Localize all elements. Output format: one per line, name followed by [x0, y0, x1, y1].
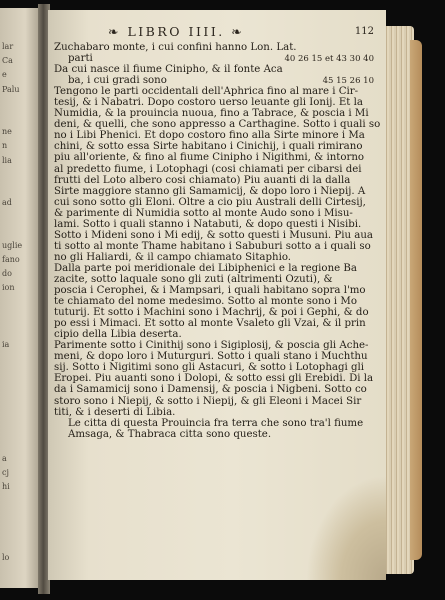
text-line: tesij, & i Nabatri. Dopo costoro uerso leuante gli Ionij. Et la: [54, 97, 363, 109]
text-line: te chiamato del nome medesimo. Sotto al monte sono i Mo: [54, 296, 357, 308]
left-page-fragment: do: [2, 269, 12, 279]
text-line: storo sono i Niepij, & sotto i Niepij, & gli Eleoni i Macei Sir: [54, 395, 362, 407]
left-page-fragment: lar: [2, 42, 14, 51]
text-line: da i Samamicij sono i Damensij, & poscia i Nigbeni. Sotto co: [54, 384, 367, 396]
left-page-fragment: cj: [2, 468, 9, 477]
left-page-edge: [0, 8, 42, 588]
left-page-fragment: fano: [2, 255, 20, 264]
right-page: [48, 10, 386, 580]
left-page-fragment: ne: [2, 127, 12, 137]
coordinate-values: 45 15 26 10: [322, 76, 374, 87]
text-line: Parimente sotto i Cinithij sono i Sigiplosij, & poscia gli Ache-: [54, 340, 369, 352]
left-page-fragment: ion: [2, 283, 15, 293]
left-page-fragment: ia: [2, 340, 10, 350]
text-line: deni, & quelli, che sono appresso a Carthagine. Sotto i quali so: [54, 119, 381, 131]
text-line: frutti del Loto albero cosi chiamato) Piu auanti di la dalla: [54, 174, 351, 186]
text-line: po essi i Mimaci. Et sotto al monte Vsaleto gli Vzai, & il prin: [54, 318, 366, 330]
text-line: cui sono sotto gli Eloni. Oltre a cio piu Australi delli Cirtesij,: [54, 196, 366, 208]
text-line: poscia i Cerophei, & i Mampsari, i quali habitano sopra l'mo: [54, 285, 366, 297]
left-page-fragment: uglie: [2, 240, 23, 250]
left-page-fragment: Ca: [2, 56, 13, 66]
text-line: parti: [68, 53, 93, 65]
text-line: sij. Sotto i Nigitimi sono gli Astacuri, & sotto i Lotophagi gli: [54, 362, 365, 374]
page-header: [48, 24, 386, 42]
text-line: Numidia, & la prouincia nuoua, fino a Tabrace, & poscia i Mi: [54, 108, 369, 120]
text-line: zacite, sotto laquale sono gli zuti (altrimenti Ozuti), &: [54, 273, 333, 285]
text-line: al predetto fiume, i Lotophagi (cosi chiamati per cibarsi dei: [54, 163, 362, 175]
text-line: ti sotto al monte Thame habitano i Sabuburi sotto a i quali so: [54, 240, 371, 252]
text-line: Dalla parte poi meridionale dei Libiphenici e la regione Ba: [54, 262, 357, 274]
text-line: lami. Sotto i quali stanno i Natabuti, & dopo questi i Nisibi.: [54, 218, 362, 230]
text-line: & parimente di Numidia sotto al monte Audo sono i Misu-: [54, 207, 353, 219]
left-page-fragment: a: [2, 453, 7, 463]
text-line: Da cui nasce il fiume Cinipho, & il fonte Aca: [54, 64, 283, 76]
body-text: [54, 42, 381, 440]
text-line: no i Libi Phenici. Et dopo costoro fino alla Sirte minore i Ma: [54, 130, 365, 142]
left-page-fragment: hi: [2, 482, 10, 492]
left-page-fragment: lia: [2, 155, 12, 165]
text-line: meni, & dopo loro i Muturguri. Sotto i quali stano i Muchthu: [54, 351, 368, 363]
text-line: titi, & i deserti di Libia.: [54, 406, 176, 418]
left-page-fragment: Palu: [2, 84, 20, 94]
text-line: no gli Haliardi, & il campo chiamato Sitaphio.: [54, 251, 292, 263]
water-stain: [306, 475, 386, 580]
text-line: Tengono le parti occidentali dell'Aphrica fino al mare i Cir-: [54, 86, 359, 98]
folio-number: 112: [354, 26, 374, 37]
text-line: Le citta di questa Prouincia fra terra che sono tra'l fiume: [68, 417, 364, 429]
text-line: chini, & sotto essa Sirte habitano i Cinichij, i quali rimirano: [54, 141, 363, 153]
text-line: cipio della Libia deserta.: [54, 329, 182, 341]
text-line: tuturij. Et sotto i Machini sono i Machrij, & poi i Gephi, & do: [54, 307, 369, 319]
book-cover-edge: [410, 40, 422, 560]
text-line: Amsaga, & Thabraca citta sono queste.: [68, 428, 272, 440]
coordinate-values: 40 26 15 et 43 30 40: [284, 54, 374, 65]
text-line: Eropei. Piu auanti sono i Dolopi, & sotto essi gli Erebidi. Di la: [54, 373, 374, 385]
text-line: piu all'oriente, & fino al fiume Cinipho i Nigithmi, & intorno: [54, 152, 365, 164]
left-page-fragment: ad: [2, 198, 12, 208]
left-page-fragment: n: [2, 141, 8, 151]
text-line: ba, i cui gradi sono: [68, 75, 167, 87]
text-line: Zuchabaro monte, i cui confini hanno Lon. Lat.: [54, 42, 297, 53]
text-line: Sotto i Mideni sono i Mi edij, & sotto questi i Musuni. Piu aua: [54, 229, 373, 241]
text-line: Sirte maggiore stanno gli Samamicij, & dopo loro i Niepij. A: [54, 185, 366, 197]
running-head: ❧ LIBRO IIII. ❧: [108, 24, 245, 39]
left-page-fragment: e: [2, 70, 7, 80]
left-page-fragment: lo: [2, 553, 10, 563]
